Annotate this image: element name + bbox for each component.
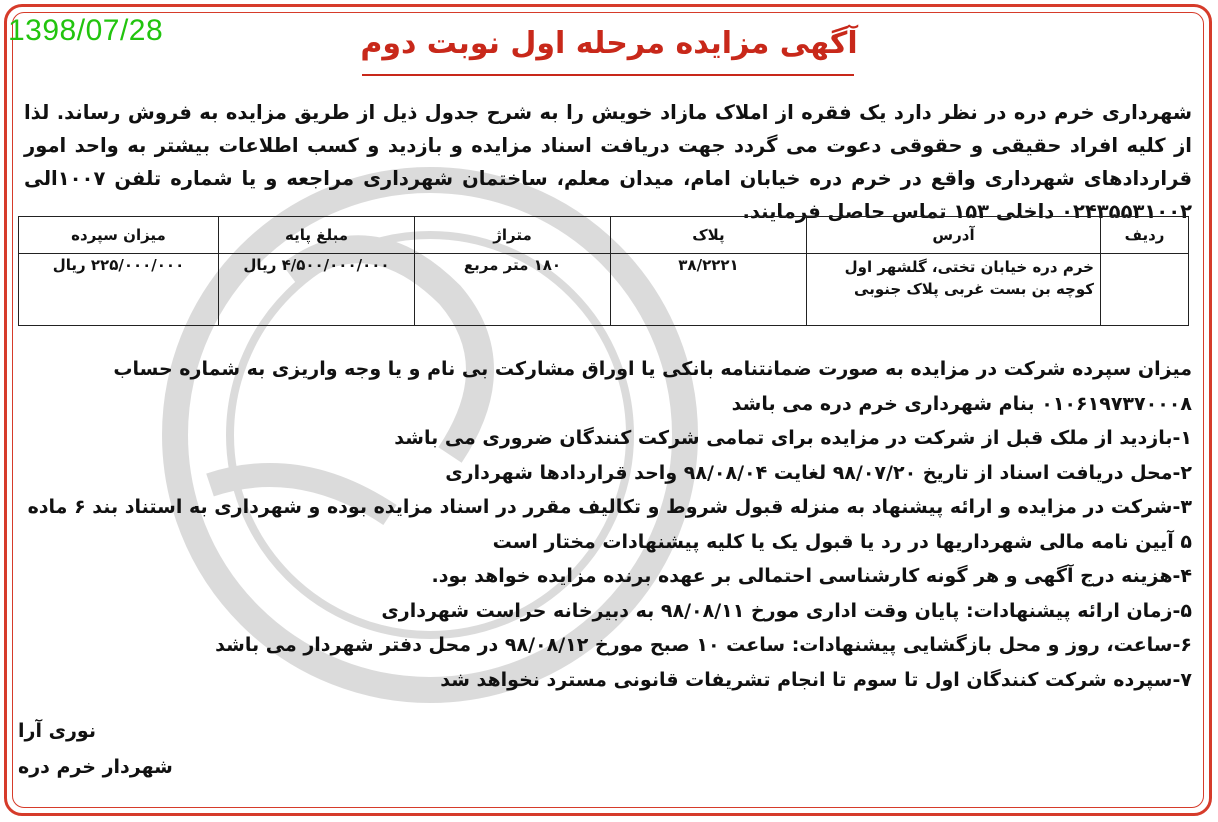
condition-item: ۲-محل دریافت اسناد از تاریخ ۹۸/۰۷/۲۰ لغایت ۹۸/۰۸/۰۴ واحد قراردادها شهرداری: [445, 461, 1192, 484]
cell-address: خرم دره خیابان تختی، گلشهر اول کوچه بن بست غربی پلاک جنوبی: [807, 254, 1101, 326]
publication-date: 1398/07/28: [8, 14, 164, 47]
cell-base-price: ۴/۵۰۰/۰۰۰/۰۰۰ ریال: [219, 254, 415, 326]
conditions-list: [20, 352, 1192, 697]
condition-item: ۱-بازدید از ملک قبل از شرکت در مزایده برای تمامی شرکت کنندگان ضروری می باشد: [394, 427, 1192, 449]
header-area: متراژ: [415, 217, 611, 254]
condition-item: ۴-هزینه درج آگهی و هر گونه کارشناسی احتمالی بر عهده برنده مزایده خواهد بود.: [431, 565, 1192, 587]
signatory-name: نوری آرا: [18, 720, 96, 742]
header-plate: پلاک: [611, 217, 807, 254]
deposit-paragraph: میزان سپرده شرکت در مزایده به صورت ضمانتنامه بانکی یا اوراق مشارکت بی نام و یا وجه واریزی به شماره حساب ۰۱۰۶۱۹۷۳۷۰۰۰۸ بنام شهرداری خرم دره می باشد: [113, 358, 1192, 415]
intro-paragraph: شهرداری خرم دره در نظر دارد یک فقره از املاک مازاد خویش را به شرح جدول ذیل از طریق مزایده به فروش رساند. لذا از کلیه افراد حقیقی و حقوقی دعوت می گردد جهت دریافت اسناد مزایده و بازدید و کسب اطلاعات بیشتر به واحد امور قراردادهای شهرداری واقع در خرم دره خیابان امام، میدان معلم، ساختمان شهرداری مراجعه و یا شماره تلفن ۱۰۰۷الی ۰۲۴۳۵۵۳۱۰۰۲ داخلی ۱۵۳ تماس حاصل فرمایند.: [24, 101, 1192, 223]
header-row-number: ردیف: [1101, 217, 1189, 254]
condition-item: ۳-شرکت در مزایده و ارائه پیشنهاد به منزله قبول شروط و تکالیف مقرر در اسناد مزایده بوده و شهرداری به استناد بند ۶ ماده ۵ آیین نامه مالی شهرداریها در رد یا قبول یک یا کلیه پیشنهادات مختار است: [27, 496, 1192, 553]
header-base-price: مبلغ پایه: [219, 217, 415, 254]
title-underline: [362, 74, 854, 76]
table-row: [19, 254, 1189, 326]
cell-plate: ۳۸/۲۲۲۱: [611, 254, 807, 326]
cell-row-number: [1101, 254, 1189, 326]
header-address: آدرس: [807, 217, 1101, 254]
notice-title: آگهی مزایده مرحله اول نوبت دوم: [360, 26, 858, 61]
signatory-role: شهردار خرم دره: [18, 756, 173, 778]
condition-item: ۵-زمان ارائه پیشنهادات: پایان وقت اداری مورخ ۹۸/۰۸/۱۱ به دبیرخانه حراست شهرداری: [381, 599, 1192, 622]
table-header-row: [19, 217, 1189, 254]
condition-item: ۶-ساعت، روز و محل بازگشایی پیشنهادات: ساعت ۱۰ صبح مورخ ۹۸/۰۸/۱۲ در محل دفتر شهردار می باشد: [215, 634, 1192, 656]
condition-item: ۷-سپرده شرکت کنندگان اول تا سوم تا انجام تشریفات قانونی مسترد نخواهد شد: [440, 668, 1192, 691]
header-deposit: میزان سپرده: [19, 217, 219, 254]
cell-deposit: ۲۲۵/۰۰۰/۰۰۰ ریال: [19, 254, 219, 326]
cell-area: ۱۸۰ متر مربع: [415, 254, 611, 326]
property-table: [18, 216, 1189, 326]
